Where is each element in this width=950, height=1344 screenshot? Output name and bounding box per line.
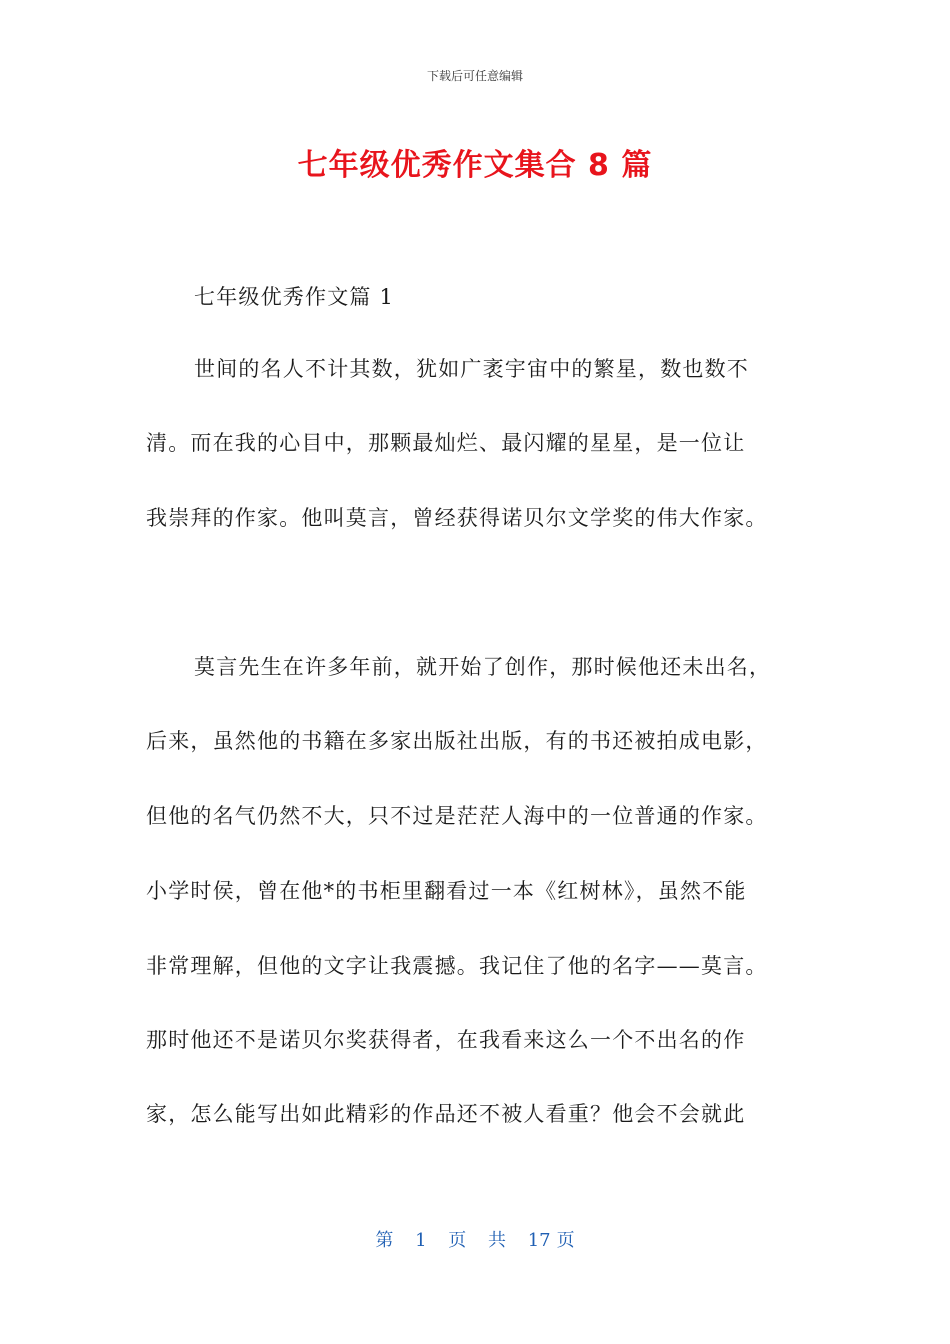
page-number-footer [0, 1226, 950, 1252]
paragraph-line: 我崇拜的作家。他叫莫言，曾经获得诺贝尔文学奖的伟大作家。 [146, 506, 768, 530]
paragraph-line: 世间的名人不计其数，犹如广袤宇宙中的繁星，数也数不 [194, 357, 749, 381]
paragraph-line: 那时他还不是诺贝尔奖获得者，在我看来这么一个不出名的作 [146, 1028, 746, 1052]
page-current: 1 [415, 1230, 427, 1251]
page-label-prefix: 第 [375, 1230, 394, 1251]
document-title: 七年级优秀作文集合 8 篇 [297, 148, 653, 183]
page-label-suffix: 页 [556, 1230, 575, 1251]
paragraph-line: 小学时侯，曾在他*的书柜里翻看过一本《红树林》，虽然不能 [146, 879, 747, 903]
page-total: 17 [527, 1230, 551, 1251]
paragraph-line: 清。而在我的心目中，那颗最灿烂、最闪耀的星星，是一位让 [146, 431, 746, 455]
section-heading: 七年级优秀作文篇 1 [194, 285, 395, 309]
paragraph-line: 家，怎么能写出如此精彩的作品还不被人看重？他会不会就此 [146, 1102, 746, 1126]
page-label-mid: 页 [448, 1230, 467, 1251]
paragraph-line: 但他的名气仍然不大，只不过是茫茫人海中的一位普通的作家。 [146, 804, 768, 828]
paragraph-line: 非常理解，但他的文字让我震撼。我记住了他的名字——莫言。 [146, 954, 768, 978]
header-note: 下载后可任意编辑 [426, 69, 523, 83]
document-body [146, 0, 806, 1200]
paragraph-line: 莫言先生在许多年前，就开始了创作，那时候他还未出名， [194, 655, 772, 679]
page-label-total-prefix: 共 [488, 1230, 506, 1251]
paragraph-line: 后来，虽然他的书籍在多家出版社出版，有的书还被拍成电影， [146, 729, 768, 753]
